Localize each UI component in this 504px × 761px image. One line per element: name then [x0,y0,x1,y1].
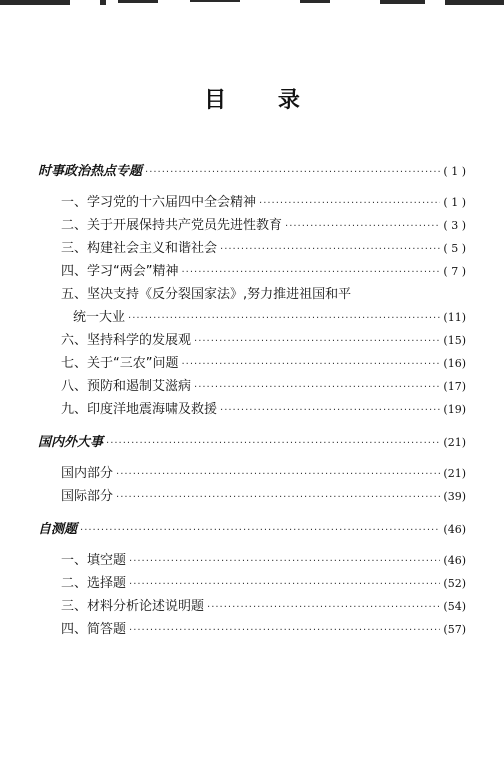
scan-edge-artifact [0,0,504,10]
page-number: (54) [443,600,466,613]
toc-item[interactable] [38,329,466,352]
toc-item-label: 七、关于“三农”问题 [61,356,179,371]
toc-item[interactable] [38,485,466,508]
toc-section-label: 自测题 [38,522,78,537]
toc-item-label: 二、选择题 [61,576,127,591]
dot-leader [145,161,440,184]
page-number: (39) [443,490,466,503]
dot-leader [116,463,440,486]
page-number: (17) [443,380,466,393]
toc-item[interactable] [38,375,466,398]
page-number: (21) [443,467,466,480]
table-of-contents [38,160,466,641]
toc-item-label: 二、关于开展保持共产党员先进性教育 [61,218,283,233]
scan-band [190,0,240,2]
toc-item-label: 五、坚决支持《反分裂国家法》,努力推进祖国和平 [61,287,352,302]
dot-leader [129,619,440,642]
toc-item[interactable] [38,398,466,421]
toc-item-label: 九、印度洋地震海啸及救援 [61,402,218,417]
dot-leader [220,399,440,422]
toc-section-domestic-international[interactable] [38,431,466,454]
page-number: ( 5 ) [443,242,466,255]
dot-leader [181,261,440,284]
scan-band [118,0,158,3]
dot-leader [116,486,440,509]
scan-band [0,0,70,5]
dot-leader [259,192,440,215]
page-number: (21) [443,436,466,449]
page-number: (15) [443,334,466,347]
toc-item-label: 一、学习党的十六届四中全会精神 [61,195,257,210]
toc-item-label: 三、材料分析论述说明题 [61,599,205,614]
dot-leader [181,353,440,376]
dot-leader [129,573,440,596]
page-number: (46) [443,554,466,567]
dot-leader [194,330,440,353]
page-title: 目 录 [204,88,322,113]
dot-leader [80,519,440,542]
toc-item[interactable] [38,260,466,283]
toc-item-label: 一、填空题 [61,553,127,568]
dot-leader [207,596,440,619]
page-number: ( 1 ) [443,196,466,209]
toc-item-label: 四、简答题 [61,622,127,637]
toc-item[interactable] [38,618,466,641]
toc-item-label: 国际部分 [61,489,114,504]
toc-item[interactable] [38,237,466,260]
scan-band [380,0,425,4]
page-number: (46) [443,523,466,536]
page-number: (11) [443,311,466,324]
scan-band [445,0,504,5]
toc-section-current-affairs[interactable] [38,160,466,183]
page-number: (16) [443,357,466,370]
toc-item[interactable] [38,462,466,485]
toc-item-label: 三、构建社会主义和谐社会 [61,241,218,256]
dot-leader [129,550,440,573]
dot-leader [220,238,440,261]
toc-section-label: 国内外大事 [38,435,104,450]
dot-leader [106,432,440,455]
page-number: ( 7 ) [443,265,466,278]
toc-item[interactable] [38,572,466,595]
toc-item-continuation[interactable] [38,306,466,329]
page-number: (19) [443,403,466,416]
toc-item[interactable] [38,549,466,572]
toc-item[interactable] [38,283,466,306]
toc-item[interactable] [38,352,466,375]
toc-item[interactable] [38,595,466,618]
dot-leader [285,215,440,238]
page-number: (57) [443,623,466,636]
toc-item-label: 八、预防和遏制艾滋病 [61,379,192,394]
toc-item-label: 统一大业 [73,310,126,325]
page-number: (52) [443,577,466,590]
toc-item[interactable] [38,191,466,214]
page-number: ( 1 ) [443,165,466,178]
toc-section-self-test[interactable] [38,518,466,541]
toc-item[interactable] [38,214,466,237]
toc-item-label: 国内部分 [61,466,114,481]
scan-band [100,0,106,5]
toc-item-label: 六、坚持科学的发展观 [61,333,192,348]
dot-leader [194,376,440,399]
scan-band [300,0,330,3]
toc-item-label: 四、学习“两会”精神 [61,264,179,279]
toc-section-label: 时事政治热点专题 [38,164,143,179]
dot-leader [128,307,440,330]
page-number: ( 3 ) [443,219,466,232]
